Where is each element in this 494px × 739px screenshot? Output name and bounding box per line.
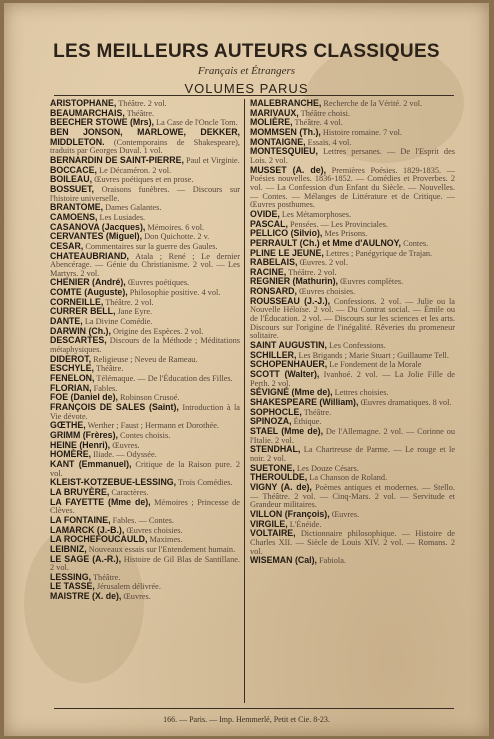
author-name: SHAKESPEARE (William),: [250, 397, 359, 407]
author-name: SPINOZA,: [250, 416, 292, 427]
page-subtitle: Français et Étrangers: [197, 65, 296, 77]
author-name: COMTE (Auguste),: [50, 287, 128, 298]
author-entry: [50, 185, 240, 203]
author-works: La Divine Comédie.: [82, 317, 153, 327]
author-works: La Chartreuse de Parme. — Le rouge et le noir. 2 vol.: [250, 445, 455, 463]
author-works: Philosophie positive. 4 vol.: [127, 288, 221, 298]
author-name: DARWIN (Ch.),: [50, 325, 111, 336]
author-works: Don Quichotte. 2 v.: [142, 232, 210, 242]
author-entry: [50, 498, 240, 516]
author-works: Ivanhoé. 2 vol. — La Jolie Fille de Perth. 2 vol.: [250, 370, 455, 388]
author-works: Essais. 4 vol.: [305, 137, 352, 147]
author-name: BERNARDIN DE SAINT-PIERRE,: [50, 154, 184, 165]
author-name: VILLON (François),: [250, 508, 330, 519]
author-name: BEAUMARCHAIS,: [50, 107, 125, 118]
author-works: La Chanson de Roland.: [307, 473, 388, 483]
left-author-column: [50, 99, 240, 602]
author-works: Œuvres dramatiques. 8 vol.: [358, 398, 452, 407]
author-works: Dames Galantes.: [103, 203, 162, 213]
author-works: Contes.: [401, 238, 429, 248]
author-entry: [250, 427, 455, 445]
author-name: SCHOPENHAUER,: [250, 359, 328, 370]
author-works: Commentaires sur la guerre des Gaules.: [83, 241, 218, 251]
author-name: BEN JONSON, MARLOWE, DEKKER, MIDDLETON.: [50, 126, 240, 147]
author-works: Les Lusiades.: [97, 212, 146, 222]
author-name: BRANTOME,: [50, 202, 104, 213]
author-name: LESSING,: [50, 571, 92, 582]
author-name: SÉVIGNÉ (Mme de),: [250, 387, 333, 398]
author-works: Théâtre.: [124, 108, 155, 118]
author-works: Œuvres.: [329, 509, 360, 519]
author-works: Fables. — Contes.: [110, 515, 174, 525]
author-name: MONTAIGNE,: [250, 136, 306, 147]
author-name: RONSARD,: [250, 286, 297, 297]
author-name: LAMARCK (J.-B.),: [50, 524, 125, 535]
author-name: VIGNY (A. de),: [250, 481, 312, 492]
author-works: Histoire de Gil Blas de Santillane. 2 vol.: [50, 554, 240, 573]
author-entry: [250, 529, 455, 556]
author-works: Œuvres.: [121, 592, 151, 602]
author-name: SOPHOCLE,: [250, 406, 302, 417]
author-works: Télémaque. — De l'Éducation des Filles.: [94, 374, 233, 384]
author-entry: [50, 555, 240, 573]
author-name: LE TASSE,: [50, 581, 95, 592]
author-works: Jérusalem délivrée.: [94, 582, 161, 592]
author-works: Maximes.: [147, 535, 183, 545]
author-works: Werther ; Faust ; Hermann et Dorothée.: [85, 421, 219, 431]
author-name: LA ROCHEFOUCAULD,: [50, 534, 148, 545]
author-works: Fables.: [91, 383, 118, 393]
author-works: Mes Prisons.: [322, 229, 368, 239]
right-author-column: [250, 99, 455, 566]
author-name: BOILEAU,: [50, 174, 93, 185]
author-entry: [250, 297, 455, 341]
author-name: MONTESQUIEU,: [250, 146, 318, 157]
author-works: Lettres persanes. — De l'Esprit des Lois. 2 vol.: [250, 147, 455, 165]
author-name: ROUSSEAU (J.-J.),: [250, 295, 331, 306]
author-works: Premières Poésies. 1829-1835. — Poésies nouvelles. 1836-1852. — Comédies et Proverbes. 2 vol. — La Confession d'un Enfant du Siècle. — Nouvelles. — Contes. — Mélanges de Littérature et de Critique. — Œuvres posthumes.: [250, 165, 455, 210]
author-works: De l'Allemagne. 2 vol. — Corinne ou l'Italie. 2 vol.: [250, 426, 455, 445]
book-back-cover: [4, 3, 489, 736]
author-works: Théâtre.: [301, 407, 332, 417]
author-name: CESAR,: [50, 240, 84, 251]
author-entry: [50, 592, 240, 602]
author-name: MARIVAUX,: [250, 107, 299, 118]
author-name: FRANÇOIS DE SALES (Saint),: [50, 402, 179, 412]
author-name: FLORIAN,: [50, 382, 92, 393]
author-name: MOMMSEN (Th.),: [250, 126, 321, 137]
author-name: LA FAYETTE (Mme de),: [50, 496, 151, 507]
author-name: VIRGILE,: [250, 518, 288, 529]
author-name: RACINE,: [250, 266, 287, 277]
author-works: Mémoires ; Princesse de Clèves.: [50, 497, 240, 516]
author-works: Histoire romaine. 7 vol.: [320, 127, 402, 137]
author-works: Trois Comédies.: [176, 478, 233, 488]
author-entry: [250, 370, 455, 388]
author-works: Œuvres choisies.: [296, 287, 356, 297]
author-works: Oraisons funèbres. — Discours sur l'histoire universelle.: [50, 184, 240, 203]
author-works: Œuvres poétiques et en prose.: [92, 175, 194, 185]
author-entry: [50, 460, 240, 478]
author-works: Œuvres. 2 vol.: [297, 258, 348, 268]
author-works: Recherche de la Vérité. 2 vol.: [321, 99, 423, 108]
author-works: Les Confessions.: [326, 341, 386, 351]
printer-footer: 166. — Paris. — Imp. Hemmerlé, Petit et Cie. 8-23.: [163, 715, 330, 724]
author-name: KANT (Emmanuel),: [50, 458, 132, 469]
author-name: CERVANTES (Miguel),: [50, 231, 143, 242]
author-name: MAISTRE (X. de),: [50, 591, 122, 602]
author-works: Atala ; René ; Le dernier Abencérage. — Génie du Christianisme. 2 vol. — Les Martyrs. 2 vol.: [50, 251, 240, 278]
author-entry: [250, 556, 455, 566]
author-name: GRIMM (Frères),: [50, 429, 118, 440]
author-name: CAMOENS,: [50, 211, 98, 222]
author-entry: [250, 445, 455, 463]
author-name: PERRAULT (Ch.) et Mme d'AULNOY,: [250, 237, 401, 248]
author-works: Œuvres choisies.: [124, 525, 183, 535]
author-works: Théâtre. 2 vol.: [103, 297, 154, 307]
author-name: RABELAIS,: [250, 257, 298, 268]
author-works: Œuvres poétiques.: [125, 278, 190, 288]
author-name: CASANOVA (Jacques),: [50, 221, 146, 232]
author-works: Robinson Crusoé.: [117, 393, 180, 403]
author-works: Lettres choisies.: [332, 388, 389, 398]
author-name: KLEIST-KOTZEBUE-LESSING,: [50, 477, 177, 488]
author-works: Théâtre. 2 vol.: [116, 99, 167, 108]
author-name: ARISTOPHANE,: [50, 98, 117, 108]
author-name: DESCARTES,: [50, 335, 107, 346]
author-entry: [50, 128, 240, 156]
author-name: STAEL (Mme de),: [250, 425, 324, 436]
author-works: Iliade. — Odyssée.: [91, 450, 157, 460]
author-name: DIDEROT,: [50, 353, 92, 364]
author-entry: [50, 403, 240, 421]
author-works: Pensées. — Les Provinciales.: [287, 219, 388, 229]
author-name: PELLICO (Silvio),: [250, 228, 323, 239]
author-name: CURRER BELL,: [50, 306, 116, 317]
author-works: Œuvres complètes.: [337, 277, 404, 287]
author-name: BOCCACE,: [50, 164, 97, 175]
author-name: WISEMAN (Cal),: [250, 555, 317, 566]
author-name: VOLTAIRE,: [250, 528, 296, 539]
author-works: Théâtre. 2 vol.: [286, 267, 337, 277]
author-works: Théâtre.: [91, 572, 121, 582]
author-works: Théâtre.: [94, 364, 124, 374]
author-name: OVIDE,: [250, 208, 280, 219]
page-title: LES MEILLEURS AUTEURS CLASSIQUES: [53, 41, 440, 62]
author-name: MOLIÈRE,: [250, 117, 293, 128]
author-works: Mémoires. 6 vol.: [145, 222, 205, 232]
author-name: LEIBNIZ,: [50, 543, 87, 554]
author-name: SCHILLER,: [250, 349, 297, 360]
author-works: Critique de la Raison pure. 2 vol.: [50, 459, 241, 478]
author-works: Introduction à la Vie dévote.: [50, 403, 240, 421]
author-works: Théâtre. 4 vol.: [292, 118, 343, 128]
author-name: DANTE,: [50, 316, 83, 327]
author-works: Dictionnaire philosophique. — Histoire de Charles XII. — Siècle de Louis XIV. 2 vol. — Romans. 2 vol.: [250, 529, 455, 556]
author-name: LA BRUYÈRE,: [50, 486, 110, 497]
author-entry: [250, 483, 455, 510]
author-works: Le Décaméron. 2 vol.: [96, 165, 172, 175]
author-name: MUSSET (A. de),: [250, 164, 327, 175]
author-entry: [50, 252, 240, 279]
author-works: Éthique.: [291, 417, 322, 427]
author-name: MALEBRANCHE,: [250, 98, 322, 108]
author-name: CORNEILLE,: [50, 296, 104, 307]
author-entry: [250, 166, 455, 210]
author-name: ESCHYLE,: [50, 363, 94, 374]
author-name: REGNIER (Mathurin),: [250, 276, 338, 287]
author-works: Les Métamorphoses.: [279, 209, 352, 219]
author-name: FOE (Daniel de),: [50, 392, 118, 403]
author-works: Le Fondement de la Morale: [327, 360, 422, 370]
author-works: Origine des Espèces. 2 vol.: [110, 326, 204, 336]
author-entry: [50, 336, 240, 354]
author-works: Discours de la Méthode ; Méditations métaphysiques.: [50, 336, 240, 355]
author-works: Poèmes antiques et modernes. — Stello. — Théâtre. 2 vol. — Cinq-Mars. 2 vol. — Servitude et Grandeur militaires.: [250, 482, 455, 510]
author-name: CHATEAUBRIAND,: [50, 250, 130, 261]
author-works: L'Énéide.: [287, 519, 322, 529]
author-name: GŒTHE,: [50, 420, 86, 431]
author-works: Nouveaux essais sur l'Entendement humain.: [86, 544, 236, 554]
header-rule: [54, 95, 454, 96]
author-works: Religieuse ; Neveu de Rameau.: [91, 354, 198, 364]
author-works: Lettres ; Panégyrique de Trajan.: [323, 248, 433, 258]
author-name: STENDHAL,: [250, 444, 301, 455]
column-divider: [244, 99, 245, 703]
author-works: (Contemporains de Shakespeare), traduits par Georges Duval. 1 vol.: [50, 137, 240, 156]
author-works: Jane Eyre.: [115, 307, 153, 317]
author-name: BOSSUET,: [50, 183, 94, 194]
section-heading: VOLUMES PARUS: [184, 81, 309, 96]
author-name: BEECHER STOWE (Mrs),: [50, 117, 154, 128]
author-name: LE SAGE (A.-R.),: [50, 553, 122, 564]
author-name: CHENIER (André),: [50, 277, 126, 288]
author-name: SUETONE,: [250, 462, 295, 473]
author-works: Confessions. 2 vol. — Julie ou la Nouvelle Héloïse. 2 vol. — Du Contrat social. — Émile ou de l'Éducation. 2 vol. — Discours sur les sciences et les arts. Discours sur l'origine de l'inégalité. Rêveries du promeneur solitaire.: [250, 296, 455, 341]
author-works: Fabiola.: [316, 556, 346, 566]
author-entry: [250, 147, 455, 165]
author-name: SAINT AUGUSTIN,: [250, 340, 327, 351]
footer-rule: [54, 708, 454, 709]
author-name: HEINE (Henri),: [50, 439, 111, 450]
author-name: LA FONTAINE,: [50, 514, 111, 525]
author-works: Œuvres.: [110, 440, 140, 450]
author-works: Les Brigands ; Marie Stuart ; Guillaume Tell.: [296, 350, 449, 360]
author-name: PASCAL,: [250, 218, 288, 229]
author-works: Caractères.: [109, 487, 149, 497]
author-works: La Case de l'Oncle Tom.: [153, 118, 238, 128]
author-name: THEROULDE,: [250, 472, 308, 483]
author-works: Paul et Virginie.: [183, 155, 240, 165]
author-works: Contes choisis.: [117, 430, 171, 440]
author-name: FENELON,: [50, 373, 95, 384]
author-works: Théâtre choisi.: [298, 108, 350, 118]
author-name: HOMÈRE,: [50, 449, 92, 460]
author-name: SCOTT (Walter),: [250, 369, 320, 380]
author-name: PLINE LE JEUNE,: [250, 247, 324, 258]
author-works: Les Douze Césars.: [294, 463, 359, 473]
